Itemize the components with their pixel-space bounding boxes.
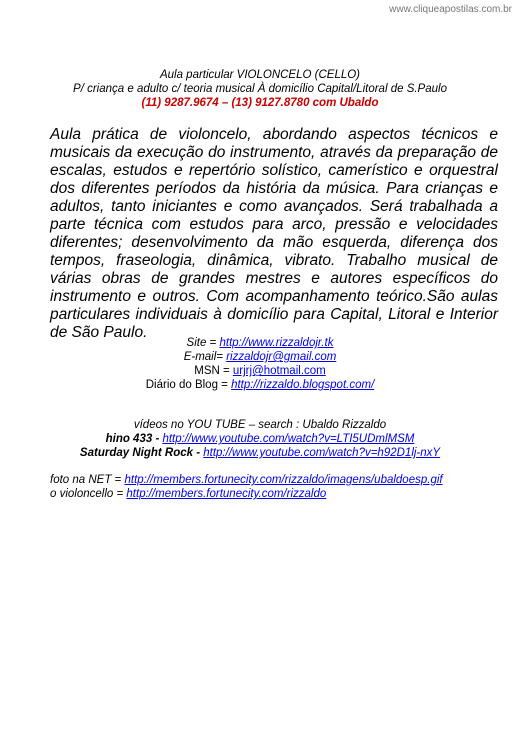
blog-label: Diário do Blog =	[145, 379, 232, 391]
video2-row	[0, 446, 520, 460]
document-header	[0, 68, 520, 110]
photo-links	[50, 473, 510, 501]
header-phone: (11) 9287.9674 – (13) 9127.8780 com Ubaldo	[141, 97, 379, 109]
site-row	[0, 336, 520, 350]
contact-links	[0, 336, 520, 392]
msn-row	[0, 364, 520, 378]
video1-row	[0, 432, 520, 446]
email-row	[0, 350, 520, 364]
msn-link[interactable]: urjrj@hotmail.com	[232, 365, 326, 377]
header-subtitle: P/ criança e adulto c/ teoria musical À domicílio Capital/Litoral de S.Paulo	[73, 83, 447, 95]
cello-link[interactable]: http://members.fortunecity.com/rizzaldo	[126, 488, 327, 500]
blog-row	[0, 378, 520, 392]
site-watermark: www.cliqueapostilas.com.br	[389, 4, 512, 15]
foto-link[interactable]: http://members.fortunecity.com/rizzaldo/imagens/ubaldoesp.gif	[124, 474, 443, 486]
video2-label: Saturday Night Rock -	[79, 447, 204, 459]
header-title: Aula particular VIOLONCELO (CELLO)	[159, 69, 361, 81]
video1-link[interactable]: http://www.youtube.com/watch?v=LTI5UDmlMSM	[162, 433, 415, 445]
site-label: Site =	[186, 337, 220, 349]
video2-link[interactable]: http://www.youtube.com/watch?v=h92D1lj-nxY	[203, 447, 441, 459]
email-link[interactable]: rizzaldojr@gmail.com	[226, 351, 337, 363]
email-label: E-mail=	[183, 351, 227, 363]
cello-row	[50, 487, 510, 501]
cello-label: o violoncello =	[50, 488, 127, 500]
youtube-section	[0, 418, 520, 460]
youtube-title: vídeos no YOU TUBE – search : Ubaldo Rizzaldo	[133, 419, 387, 431]
site-link[interactable]: http://www.rizzaldojr.tk	[219, 337, 334, 349]
foto-label: foto na NET =	[50, 474, 125, 486]
foto-row	[50, 473, 510, 487]
msn-label: MSN =	[194, 365, 233, 377]
description-paragraph: Aula prática de violoncelo, abordando aspectos técnicos e musicais da execução do instrumento, através da preparação de escalas, estudos e repertório solístico, camerístico e orquestral dos diferentes períodos da história da música. Para crianças e adultos, tanto iniciantes e como avançados. Será trabalhada a parte técnica com estudos para arco, pressão e velocidades diferentes; desenvolvimento da mão esquerda, diferença dos tempos, fraseologia, dinâmica, vibrato. Trabalho musical de várias obras de grandes mestres e autores específicos do instrumento e outros. Com acompanhamento teórico.São aulas particulares individuais à domicílio para Capital, Litoral e Interior de São Paulo.	[50, 126, 498, 341]
blog-link[interactable]: http://rizzaldo.blogspot.com/	[231, 379, 375, 391]
video1-label: hino 433 -	[105, 433, 163, 445]
